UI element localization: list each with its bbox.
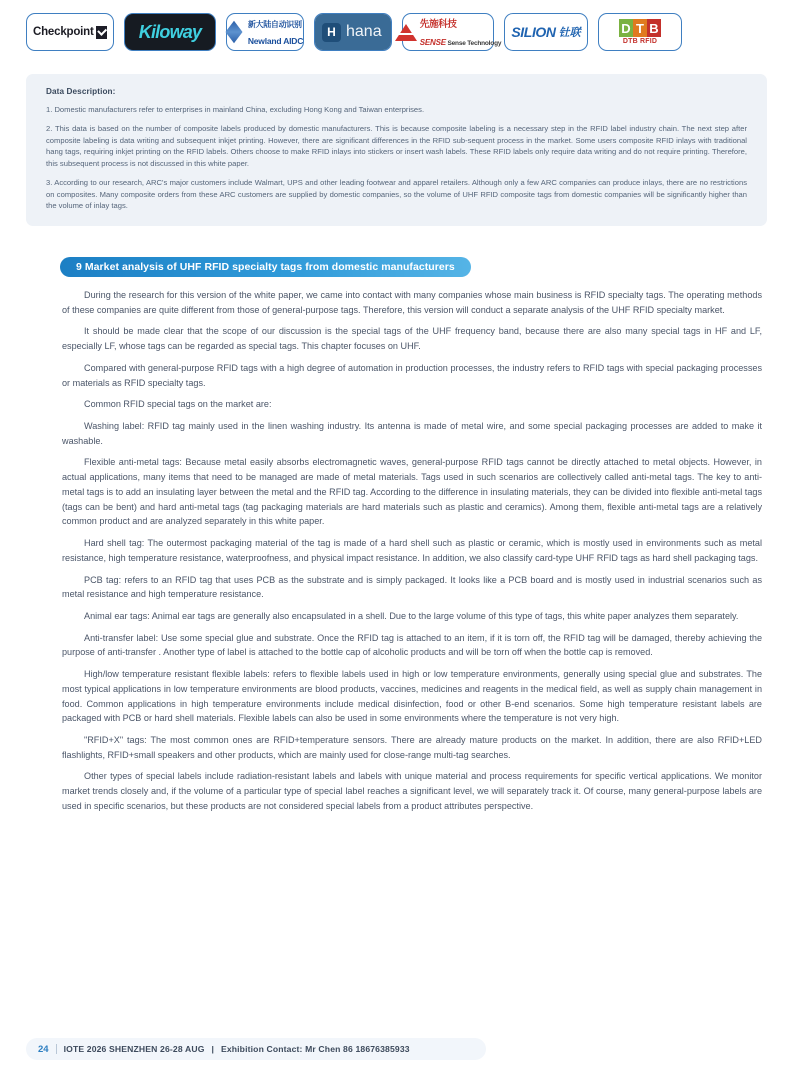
logo-sense-cn: 先施科技: [419, 19, 457, 31]
paragraph-11: High/low temperature resistant flexible labels: refers to flexible labels used in high or low temperature environments, generally using special glue and substrates. The most typical applications in low temperature environments are blood products, vaccines, medicines and reagents in the medical field, as well as supply chain management in food. Common applications in high temperature environments include medical disinfection, food or other B-end scenarios. Some high temperature resistant labels are packaged with PCB or hard shell materials. Flexible labels can also be used in some environments where the temperature is not very high.: [62, 669, 762, 724]
logo-checkpoint-label: Checkpoint: [33, 26, 94, 38]
logo-hana-label: hana: [346, 23, 382, 40]
paragraph-4: Common RFID special tags on the market are:: [84, 399, 272, 410]
logo-sense-technology: [402, 13, 502, 51]
logo-kiloway: [124, 13, 216, 51]
page-number: 24: [38, 1043, 49, 1055]
dtb-letter-b: B: [647, 19, 661, 37]
logo-newland-text: [248, 15, 303, 49]
paragraph-6: Flexible anti-metal tags: Because metal easily absorbs electromagnetic waves, general-purpose RFID tags cannot be directly attached to metal objects. However, in actual applications, many items that need to be managed are made of metal materials. Tags used in such scenarios are collectively called anti-metal tags. The key to anti-metal tags is to add an insulating layer between the metal and the RFID tag. According to the difference in insulating materials, they can be divided into flexible anti-metal tags (tags can be bent) and hard anti-metal tags (tag packaging materials are hard materials such as plastic and ceramics). Among them, flexible anti-metal tags are a relatively common product and are analyzed separately in this white paper.: [62, 457, 762, 527]
logo-sense-brand: SENSE: [419, 38, 446, 47]
logo-hana-inner: [315, 14, 391, 50]
logo-silion: [504, 13, 588, 51]
data-description-box: [26, 74, 767, 226]
dtb-letter-blocks: [619, 19, 661, 37]
paragraph-8: PCB tag: refers to an RFID tag that uses PCB as the substrate and is simply packaged. It looks like a PCB board and is mostly used in industrial scenarios such as metal resistance and high temperature resistance.: [62, 574, 762, 600]
paragraph-12: "RFID+X" tags: The most common ones are RFID+temperature sensors. There are already mature products on the market. In addition, there are also RFID+LED flashlights, RFID+small speakers and other products, which are mainly used for close-range multi-tag searches.: [62, 734, 762, 760]
checkmark-square-icon: [96, 26, 107, 39]
logo-kiloway-label: Kiloway: [138, 21, 202, 42]
diamond-icon: [225, 21, 242, 44]
section-heading-banner: 9 Market analysis of UHF RFID specialty tags from domestic manufacturers: [60, 257, 471, 277]
paragraph-7: Hard shell tag: The outermost packaging material of the tag is made of a hard shell such as plastic or ceramic, which is mostly used in environments such as metal resistance, high temperature resistance, waterproofness, and physical impact resistance. In addition, we also classify card-type UHF RFID tags as hard shell packaging tags.: [62, 538, 762, 563]
logo-hana: [314, 13, 392, 51]
paragraph-1: During the research for this version of the white paper, we came into contact with many companies whose main business is RFID specialty tags. The operating methods of these companies are quite different from those of general-purpose tags. Therefore, this version will conduct a separate analysis of the UHF RFID specialty market.: [62, 290, 762, 315]
logo-dtb-rfid: [598, 13, 682, 51]
paragraph-13: Other types of special labels include radiation-resistant labels and labels with unique material and process requirements for specific vertical applications. We monitor market trends closely and, if the volume of a particular type of special label reaches a significant level, we will separately track it. Of course, many general-purpose labels are used in specific scenarios, but these products are not considered special labels from a product attributes perspective.: [62, 771, 762, 811]
logo-silion-label: SILION: [511, 24, 556, 40]
paragraph-5: Washing label: RFID tag mainly used in the linen washing industry. Its antenna is made of metal wire, and some special packaging processes are added to make it washable.: [62, 421, 762, 446]
triangle-icon: [395, 24, 417, 41]
data-description-item-3: 3. According to our research, ARC's major customers include Walmart, UPS and other leading footwear and apparel retailers. Although only a few ARC companies can produce inlays, there are no restrictions on composites. Many composite orders from these ARC customers are supplied by domestic companies, so the volume of UHF RFID composite tags from domestic companies will be significantly higher than the volume of inlay tags.: [46, 177, 747, 211]
logo-checkpoint: [26, 13, 114, 51]
dtb-letter-t: T: [633, 19, 647, 37]
dtb-letter-d: D: [619, 19, 633, 37]
sponsor-logo-bar: [0, 0, 793, 64]
page-footer: [26, 1038, 486, 1060]
paragraph-3: Compared with general-purpose RFID tags with a high degree of automation in production processes, the industry refers to RFID tags with special packaging processes or materials as RFID specialty tags.: [62, 362, 762, 388]
data-description-title: Data Description:: [46, 87, 116, 96]
logo-sense-text: [420, 14, 501, 49]
paragraph-2: It should be made clear that the scope of our discussion is the special tags of the UHF frequency band, because there are also many special tags in HF and LF, especially LF, whose tags can be regarded as special tags. This chapter focuses on UHF.: [62, 326, 762, 352]
logo-newland-aidc: [226, 13, 304, 51]
footer-event-label: IOTE 2026 SHENZHEN 26-28 AUG: [63, 1044, 205, 1054]
footer-separator: [56, 1044, 57, 1054]
footer-divider-bar: |: [211, 1044, 214, 1054]
data-description-item-2: 2. This data is based on the number of composite labels produced by domestic manufacturers. This is because composite labeling is a necessary step in the RFID label industry chain. The next step after composite labeling is data writing and subsequent inkjet printing. However, there are significant differences in the RFID sub-sequent process in the market. Some users composite RFID inlays with traditional hang tags, requiring inkjet printing on the RFID labels. Others choose to make RFID inlays into stickers or insert wash labels. These RFID labels only require data writing and do not require printing. Therefore, this subsequent process is not discussed in this white paper.: [46, 123, 747, 169]
logo-dtb-sublabel: DTB RFID: [622, 38, 658, 45]
body-content: [62, 288, 762, 821]
logo-sense-en: [420, 40, 501, 47]
logo-newland-cn: 新大陆自动识别: [247, 20, 302, 30]
logo-silion-cn: 钍联: [558, 27, 581, 39]
paragraph-10: Anti-transfer label: Use some special glue and substrate. Once the RFID tag is attached to an item, if it is torn off, the RFID tag will be damaged, thereby achieving the purpose of anti-transfer . Another type of label is attached to the bottle cap of alcoholic products and will be torn off when the bottle cap is removed.: [62, 632, 762, 658]
logo-sense-en-label: Sense Technology: [447, 40, 502, 47]
paragraph-9: Animal ear tags: Animal ear tags are generally also encapsulated in a shell. Due to the large volume of this type of tags, this white paper analyzes them separately.: [84, 610, 739, 621]
hana-monogram-icon: H: [322, 23, 341, 42]
logo-newland-en: Newland AIDC: [247, 36, 304, 46]
footer-contact-label: Exhibition Contact: Mr Chen 86 18676385933: [220, 1044, 410, 1054]
data-description-item-1: 1. Domestic manufacturers refer to enterprises in mainland China, excluding Hong Kong and Taiwan enterprises.: [46, 105, 425, 114]
